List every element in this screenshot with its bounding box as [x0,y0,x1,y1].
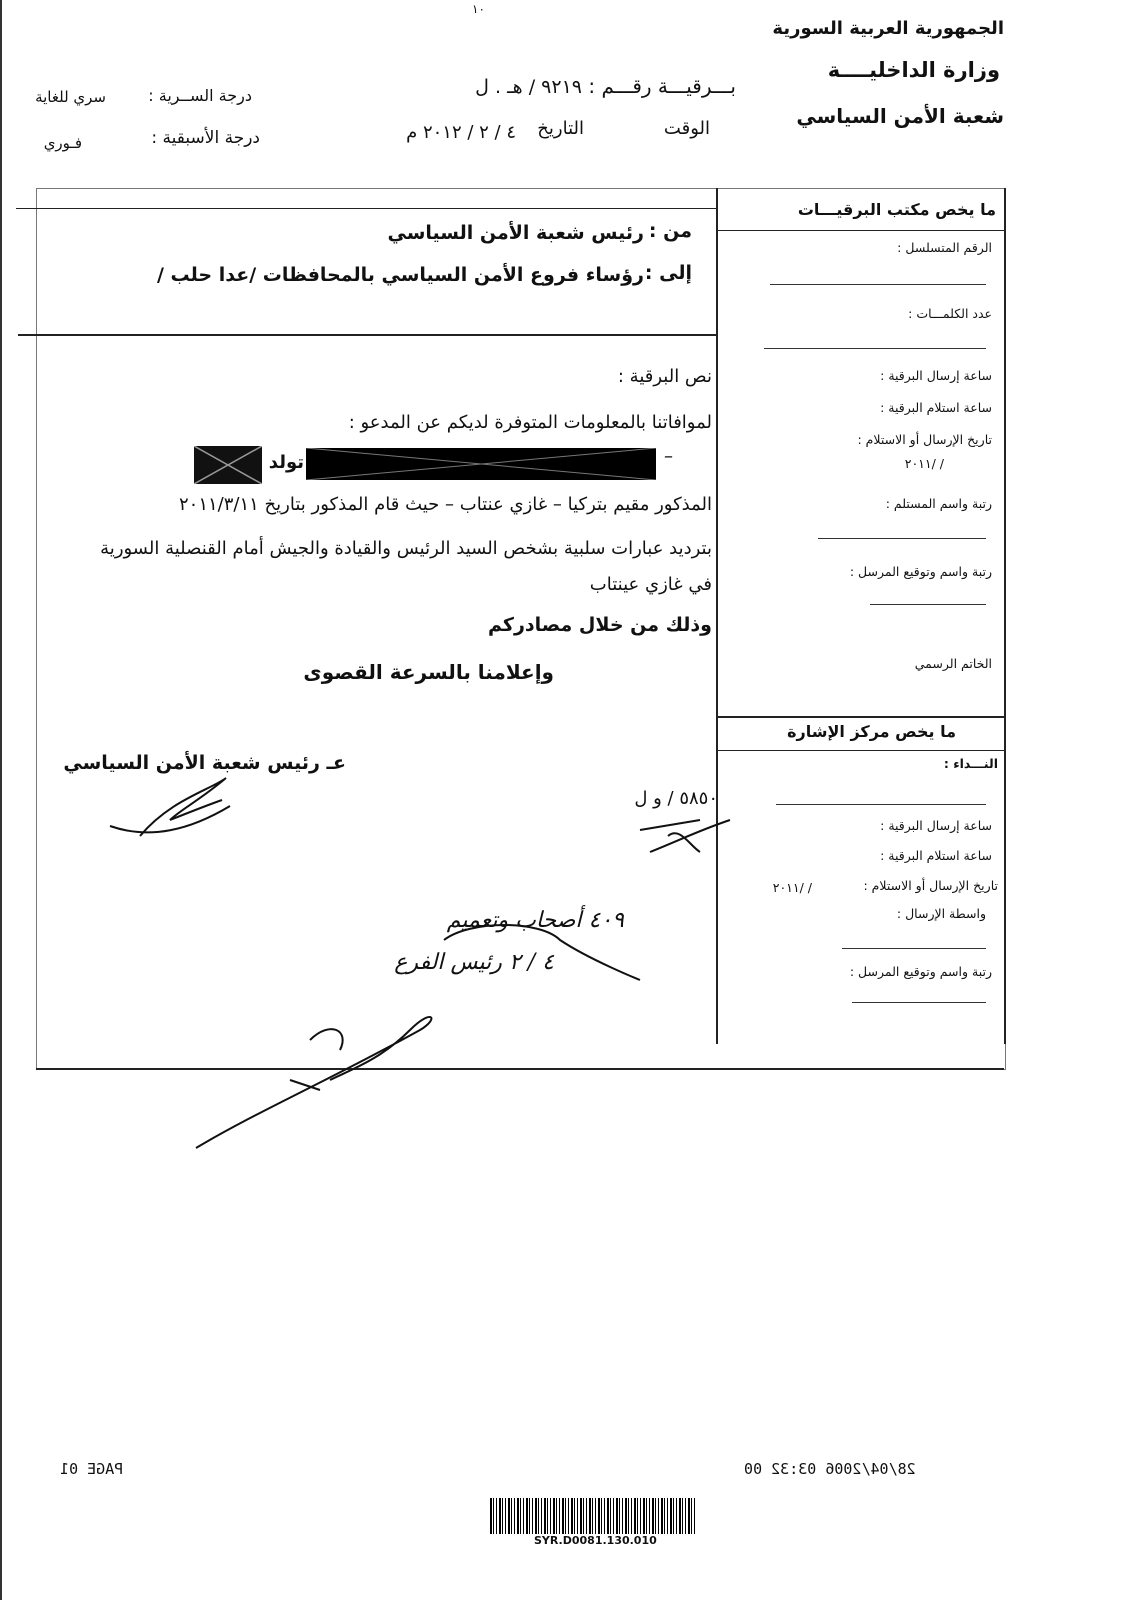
signal-send-receive-date-label: تاريخ الإرسال أو الاستلام : [863,878,998,893]
signal-center-title: ما يخص مركز الإشارة [787,722,956,741]
body-line-1: لموافاتنا بالمعلومات المتوفرة لديكم عن المدعو : [348,412,712,433]
ministry-name: وزارة الداخليــــة [827,58,1000,82]
body-heading: نص البرقية : [617,366,712,387]
date-label: التاريخ [537,118,584,139]
handwritten-note-2: ٤ / ٢ رئيس الفرع [394,950,554,975]
barcode-text: SYR.D0081.130.010 [534,1534,657,1547]
reference-number: ٥٨٥٠ / و ل [634,788,718,809]
telegram-office-title: ما يخص مكتب البرقيـــات [797,200,996,219]
body-line-2: المذكور مقيم بتركيا – غازي عنتاب – حيث قام المذكور بتاريخ ٢٠١١/٣/١١ [179,494,712,515]
serial-number-label: الرقم المتسلسل : [897,240,992,255]
office-sender-label: رتبة واسم وتوقيع المرسل : [849,564,992,579]
to-label: إلى : [644,262,692,284]
date-value: ٤ / ٢ / ٢٠١٢ م [406,122,516,143]
fax-page-text: PAGE 01 [60,1460,124,1478]
body-line-3: بترديد عبارات سلبية بشخص السيد الرئيس والقيادة والجيش أمام القنصلية السورية [100,538,712,559]
send-receive-date-label: تاريخ الإرسال أو الاستلام : [857,432,992,447]
to-value: رؤساء فروع الأمن السياسي بالمحافظات /عدا حلب / [157,264,644,286]
body-dash: – [664,446,673,467]
secrecy-label: درجة الســرية : [148,86,252,105]
barcode [490,1498,696,1534]
priority-label: درجة الأسبقية : [151,128,260,148]
page-mark: ١٠ [472,2,485,16]
handwritten-note-1: ٤٠٩ أصحاب وتعميم [446,908,624,933]
branch-name: شعبة الأمن السياسي [796,104,1004,128]
scan-left-edge [0,0,2,1600]
telegram-number-value: ٩٢١٩ / هـ . ل [475,76,582,98]
signal-receive-time-label: ساعة استلام البرقية : [880,848,992,863]
signal-send-time-label: ساعة إرسال البرقية : [880,818,992,833]
body-line-5: وذلك من خلال مصادركم [488,614,712,636]
body-line-4: في غازي عينتاب [589,574,712,595]
call-label: النـــداء : [943,756,998,771]
fax-datetime [744,1460,916,1478]
body-closing: وإعلامنا بالسرعة القصوى [303,660,554,684]
transmission-medium-label: واسطة الإرسال : [896,906,986,921]
signal-send-receive-date-value: / /٢٠١١ [772,880,812,895]
recipient-label: رتبة واسم المستلم : [885,496,992,511]
time-label: الوقت [663,118,710,139]
send-time-label: ساعة إرسال البرقية : [880,368,992,383]
born-label: تولد [268,452,304,473]
secrecy-value: سري للغاية [35,88,106,106]
from-label: من : [648,220,692,242]
priority-value: فـوري [43,134,82,152]
signature-title: عـ رئيس شعبة الأمن السياسي [63,752,346,774]
fax-page [60,1460,123,1478]
from-value: رئيس شعبة الأمن السياسي [387,222,644,244]
telegram-number-label: بـــرقيـــة رقـــم : [588,74,736,98]
official-stamp-label: الخاتم الرسمي [914,656,992,671]
republic-name: الجمهورية العربية السورية [772,18,1004,39]
signal-sender-label: رتبة واسم وتوقيع المرسل : [849,964,992,979]
fax-datetime-text: 28/04/2006 03:32 00 [744,1460,916,1478]
send-receive-date-value: / /٢٠١١ [904,456,944,471]
receive-time-label: ساعة استلام البرقية : [880,400,992,415]
word-count-label: عدد الكلمـــات : [908,306,992,321]
